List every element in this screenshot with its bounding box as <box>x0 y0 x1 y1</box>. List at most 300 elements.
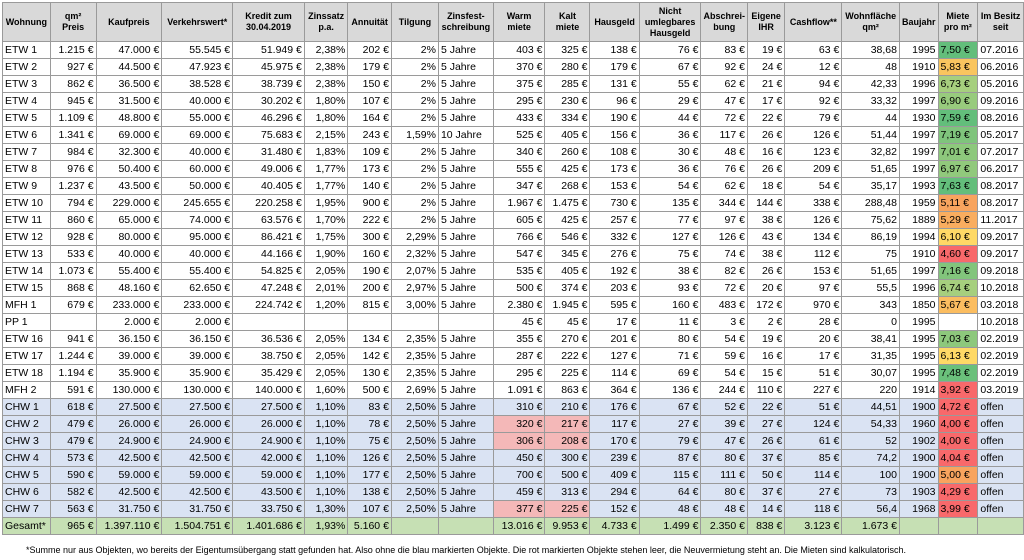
table-cell[interactable]: 15 € <box>747 365 784 382</box>
table-cell[interactable]: 43 € <box>747 229 784 246</box>
table-cell[interactable]: 43.500 € <box>233 484 305 501</box>
row-label-cell[interactable]: CHW 4 <box>3 450 51 467</box>
table-cell[interactable]: 134 € <box>785 229 842 246</box>
table-cell[interactable]: 115 € <box>639 467 701 484</box>
table-cell[interactable]: 5 Jahre <box>438 365 493 382</box>
table-cell[interactable]: 547 € <box>493 246 545 263</box>
table-cell[interactable]: 5 Jahre <box>438 484 493 501</box>
table-cell[interactable]: 1,70% <box>304 212 347 229</box>
table-cell[interactable]: 310 € <box>493 399 545 416</box>
table-cell[interactable]: 345 € <box>545 246 590 263</box>
table-cell[interactable]: 229.000 € <box>96 195 162 212</box>
table-cell[interactable]: 546 € <box>545 229 590 246</box>
table-cell[interactable] <box>233 314 305 331</box>
table-cell[interactable]: 75,62 <box>842 212 900 229</box>
table-cell[interactable]: 1.194 € <box>50 365 96 382</box>
table-cell[interactable]: 280 € <box>545 59 590 76</box>
table-cell[interactable]: 130.000 € <box>162 382 233 399</box>
table-cell[interactable]: 332 € <box>590 229 639 246</box>
table-cell[interactable]: 217 € <box>545 416 590 433</box>
table-cell[interactable]: 730 € <box>590 195 639 212</box>
table-cell[interactable]: 37 € <box>747 450 784 467</box>
table-cell[interactable]: 1900 <box>899 399 938 416</box>
table-cell[interactable]: 1,30% <box>304 501 347 518</box>
table-cell[interactable]: 09.2017 <box>978 246 1024 263</box>
table-cell[interactable]: 69.000 € <box>162 127 233 144</box>
table-cell[interactable]: 55.545 € <box>162 42 233 59</box>
table-cell[interactable]: 35,17 <box>842 178 900 195</box>
row-label-cell[interactable]: CHW 2 <box>3 416 51 433</box>
table-cell[interactable]: 117 € <box>701 127 748 144</box>
row-label-cell[interactable]: MFH 1 <box>3 297 51 314</box>
table-cell[interactable]: 2,69% <box>391 382 438 399</box>
table-cell[interactable]: 26.000 € <box>233 416 305 433</box>
table-cell[interactable]: 37 € <box>747 484 784 501</box>
table-cell[interactable]: 976 € <box>50 161 96 178</box>
table-cell[interactable]: 190 € <box>348 263 392 280</box>
table-cell[interactable]: 96 € <box>590 93 639 110</box>
table-cell[interactable]: 1,75% <box>304 229 347 246</box>
table-cell[interactable]: 107 € <box>348 501 392 518</box>
table-cell[interactable]: 1,93% <box>304 518 347 535</box>
table-cell[interactable]: 28 € <box>785 314 842 331</box>
table-cell[interactable]: 47 € <box>701 433 748 450</box>
table-cell[interactable]: 941 € <box>50 331 96 348</box>
table-cell[interactable]: 38 € <box>747 246 784 263</box>
table-cell[interactable]: 405 € <box>545 127 590 144</box>
table-cell[interactable] <box>391 518 438 535</box>
table-cell[interactable]: 150 € <box>348 76 392 93</box>
table-cell[interactable]: 1,59% <box>391 127 438 144</box>
table-cell[interactable]: 71 € <box>639 348 701 365</box>
table-cell[interactable]: 1,10% <box>304 484 347 501</box>
table-cell[interactable]: 364 € <box>590 382 639 399</box>
table-cell[interactable] <box>438 314 493 331</box>
table-cell[interactable]: 48.160 € <box>96 280 162 297</box>
table-cell[interactable]: 52 € <box>701 399 748 416</box>
table-cell[interactable]: 11 € <box>639 314 701 331</box>
table-cell[interactable]: 2,50% <box>391 416 438 433</box>
table-cell[interactable]: 2% <box>391 195 438 212</box>
table-cell[interactable]: 2,05% <box>304 331 347 348</box>
column-header[interactable]: Cashflow** <box>785 3 842 42</box>
table-cell[interactable]: 300 € <box>348 229 392 246</box>
table-cell[interactable]: 5 Jahre <box>438 42 493 59</box>
table-cell[interactable]: 02.2019 <box>978 365 1024 382</box>
table-cell[interactable]: 11.2017 <box>978 212 1024 229</box>
table-cell[interactable]: 126 € <box>785 127 842 144</box>
column-header[interactable]: Hausgeld <box>590 3 639 42</box>
table-cell[interactable]: 33,32 <box>842 93 900 110</box>
table-cell[interactable]: 24.900 € <box>162 433 233 450</box>
table-cell[interactable]: 5 Jahre <box>438 263 493 280</box>
table-cell[interactable] <box>304 314 347 331</box>
table-cell[interactable]: 5 Jahre <box>438 280 493 297</box>
table-cell[interactable]: 927 € <box>50 59 96 76</box>
table-cell[interactable]: 108 € <box>590 144 639 161</box>
row-label-cell[interactable]: ETW 4 <box>3 93 51 110</box>
table-cell[interactable]: 500 € <box>545 467 590 484</box>
table-cell[interactable]: 39.000 € <box>96 348 162 365</box>
table-cell[interactable]: 51 € <box>785 365 842 382</box>
table-cell[interactable]: 2,38% <box>304 59 347 76</box>
table-cell[interactable]: 30 € <box>639 144 701 161</box>
table-cell[interactable]: 22 € <box>747 110 784 127</box>
table-cell[interactable]: 31.500 € <box>96 93 162 110</box>
table-cell[interactable]: 63 € <box>785 42 842 59</box>
table-cell[interactable]: 50.000 € <box>162 178 233 195</box>
table-cell[interactable]: 03.2019 <box>978 382 1024 399</box>
rent-per-sqm-cell[interactable]: 4,72 € <box>938 399 978 416</box>
row-label-cell[interactable]: ETW 8 <box>3 161 51 178</box>
table-cell[interactable]: 51.949 € <box>233 42 305 59</box>
table-cell[interactable]: 55.400 € <box>96 263 162 280</box>
table-cell[interactable]: 136 € <box>639 382 701 399</box>
table-cell[interactable]: 35.429 € <box>233 365 305 382</box>
table-cell[interactable]: 5 Jahre <box>438 161 493 178</box>
rent-per-sqm-cell[interactable]: 4,00 € <box>938 433 978 450</box>
table-cell[interactable]: 1.499 € <box>639 518 701 535</box>
rent-per-sqm-cell[interactable]: 5,00 € <box>938 467 978 484</box>
table-cell[interactable]: 29 € <box>639 93 701 110</box>
column-header[interactable]: qm² Preis <box>50 3 96 42</box>
table-cell[interactable]: 0 <box>842 314 900 331</box>
table-cell[interactable]: 1,10% <box>304 467 347 484</box>
table-cell[interactable]: 405 € <box>545 263 590 280</box>
table-cell[interactable]: 2,35% <box>391 365 438 382</box>
table-cell[interactable]: 153 € <box>590 178 639 195</box>
table-cell[interactable]: 535 € <box>493 263 545 280</box>
table-cell[interactable]: 59.000 € <box>96 467 162 484</box>
rent-per-sqm-cell[interactable]: 4,00 € <box>938 416 978 433</box>
table-cell[interactable]: 2% <box>391 110 438 127</box>
table-cell[interactable]: 75 <box>842 246 900 263</box>
table-cell[interactable]: 1,60% <box>304 382 347 399</box>
table-cell[interactable]: 54 € <box>785 178 842 195</box>
table-cell[interactable]: 60.000 € <box>162 161 233 178</box>
table-cell[interactable]: 233.000 € <box>96 297 162 314</box>
table-cell[interactable]: 117 € <box>590 416 639 433</box>
rent-per-sqm-cell[interactable]: 3,99 € <box>938 501 978 518</box>
table-cell[interactable]: 1900 <box>899 467 938 484</box>
table-cell[interactable]: 94 € <box>785 76 842 93</box>
table-cell[interactable]: 38.750 € <box>233 348 305 365</box>
table-cell[interactable]: 40.000 € <box>162 144 233 161</box>
table-cell[interactable]: 928 € <box>50 229 96 246</box>
table-cell[interactable]: 409 € <box>590 467 639 484</box>
table-cell[interactable]: 73 <box>842 484 900 501</box>
table-cell[interactable]: 1,80% <box>304 93 347 110</box>
table-cell[interactable]: 02.2019 <box>978 331 1024 348</box>
table-cell[interactable]: 156 € <box>590 127 639 144</box>
table-cell[interactable]: 860 € <box>50 212 96 229</box>
table-cell[interactable]: 82 € <box>701 263 748 280</box>
table-cell[interactable]: 225 € <box>545 501 590 518</box>
table-cell[interactable]: 224.742 € <box>233 297 305 314</box>
table-cell[interactable]: 26 € <box>747 161 784 178</box>
table-cell[interactable]: 111 € <box>701 467 748 484</box>
table-cell[interactable]: 5 Jahre <box>438 229 493 246</box>
table-cell[interactable]: 36 € <box>639 161 701 178</box>
table-cell[interactable]: 85 € <box>785 450 842 467</box>
table-cell[interactable]: 67 € <box>639 59 701 76</box>
rent-per-sqm-cell[interactable]: 6,90 € <box>938 93 978 110</box>
table-cell[interactable]: 862 € <box>50 76 96 93</box>
table-cell[interactable]: 227 € <box>785 382 842 399</box>
row-label-cell[interactable]: ETW 5 <box>3 110 51 127</box>
table-cell[interactable]: 563 € <box>50 501 96 518</box>
table-cell[interactable]: 2,50% <box>391 484 438 501</box>
table-cell[interactable]: 87 € <box>639 450 701 467</box>
rent-per-sqm-cell[interactable]: 5,67 € <box>938 297 978 314</box>
table-cell[interactable]: 16 € <box>747 144 784 161</box>
column-header[interactable]: Verkehrswert* <box>162 3 233 42</box>
table-cell[interactable]: 500 € <box>348 382 392 399</box>
row-label-cell[interactable]: ETW 3 <box>3 76 51 93</box>
table-cell[interactable]: 1.109 € <box>50 110 96 127</box>
table-cell[interactable]: offen <box>978 501 1024 518</box>
table-cell[interactable]: 1968 <box>899 501 938 518</box>
table-cell[interactable]: 2,35% <box>391 348 438 365</box>
table-cell[interactable]: 5 Jahre <box>438 416 493 433</box>
table-cell[interactable]: 794 € <box>50 195 96 212</box>
table-cell[interactable]: 5 Jahre <box>438 212 493 229</box>
table-cell[interactable]: 300 € <box>545 450 590 467</box>
table-cell[interactable]: 21 € <box>747 76 784 93</box>
rent-per-sqm-cell[interactable]: 7,59 € <box>938 110 978 127</box>
rent-per-sqm-cell[interactable]: 5,11 € <box>938 195 978 212</box>
table-cell[interactable]: 5 Jahre <box>438 433 493 450</box>
row-label-cell[interactable]: ETW 12 <box>3 229 51 246</box>
table-cell[interactable] <box>438 518 493 535</box>
table-cell[interactable]: 295 € <box>493 93 545 110</box>
table-cell[interactable]: 3,00% <box>391 297 438 314</box>
table-cell[interactable]: 127 € <box>590 348 639 365</box>
table-cell[interactable]: 55,5 <box>842 280 900 297</box>
table-cell[interactable] <box>348 314 392 331</box>
table-cell[interactable]: 605 € <box>493 212 545 229</box>
table-cell[interactable]: 233.000 € <box>162 297 233 314</box>
column-header[interactable]: Annuität <box>348 3 392 42</box>
table-cell[interactable]: 78 € <box>348 416 392 433</box>
table-cell[interactable]: 1.673 € <box>842 518 900 535</box>
table-cell[interactable]: 77 € <box>639 212 701 229</box>
table-cell[interactable]: 27 € <box>747 416 784 433</box>
rent-per-sqm-cell[interactable]: 7,16 € <box>938 263 978 280</box>
table-cell[interactable]: 92 € <box>785 93 842 110</box>
table-cell[interactable]: 306 € <box>493 433 545 450</box>
table-cell[interactable]: offen <box>978 416 1024 433</box>
table-cell[interactable]: 450 € <box>493 450 545 467</box>
table-cell[interactable]: 38.528 € <box>162 76 233 93</box>
table-cell[interactable]: 114 € <box>785 467 842 484</box>
table-cell[interactable]: 24 € <box>747 59 784 76</box>
table-cell[interactable]: 5 Jahre <box>438 76 493 93</box>
table-cell[interactable]: 59.000 € <box>162 467 233 484</box>
rent-per-sqm-cell[interactable]: 6,97 € <box>938 161 978 178</box>
table-cell[interactable]: 48 € <box>701 144 748 161</box>
table-cell[interactable]: 1910 <box>899 59 938 76</box>
table-cell[interactable]: 09.2017 <box>978 229 1024 246</box>
table-cell[interactable]: 1,95% <box>304 195 347 212</box>
table-cell[interactable]: 1,90% <box>304 246 347 263</box>
table-cell[interactable]: 1.244 € <box>50 348 96 365</box>
table-cell[interactable]: 75.683 € <box>233 127 305 144</box>
table-cell[interactable]: 12 € <box>785 59 842 76</box>
row-label-cell[interactable]: ETW 16 <box>3 331 51 348</box>
table-cell[interactable]: 1,10% <box>304 433 347 450</box>
table-cell[interactable]: 83 € <box>701 42 748 59</box>
table-cell[interactable]: 2.000 € <box>162 314 233 331</box>
table-cell[interactable]: 5 Jahre <box>438 144 493 161</box>
table-cell[interactable]: 123 € <box>785 144 842 161</box>
table-cell[interactable]: 27.500 € <box>233 399 305 416</box>
table-cell[interactable]: 1,77% <box>304 178 347 195</box>
table-cell[interactable]: 10 Jahre <box>438 127 493 144</box>
table-cell[interactable]: 62.650 € <box>162 280 233 297</box>
table-cell[interactable]: 2.000 € <box>96 314 162 331</box>
table-cell[interactable]: 2% <box>391 161 438 178</box>
table-cell[interactable]: 2% <box>391 76 438 93</box>
table-cell[interactable]: 1959 <box>899 195 938 212</box>
rent-per-sqm-cell[interactable]: 5,83 € <box>938 59 978 76</box>
table-cell[interactable] <box>938 518 978 535</box>
table-cell[interactable]: 55 € <box>639 76 701 93</box>
table-cell[interactable]: 201 € <box>590 331 639 348</box>
table-cell[interactable]: 32,82 <box>842 144 900 161</box>
table-cell[interactable]: 2,29% <box>391 229 438 246</box>
table-cell[interactable]: 2,38% <box>304 42 347 59</box>
table-cell[interactable]: 1994 <box>899 229 938 246</box>
table-cell[interactable]: 135 € <box>639 195 701 212</box>
table-cell[interactable]: 209 € <box>785 161 842 178</box>
table-cell[interactable]: 83 € <box>348 399 392 416</box>
table-cell[interactable]: 36.150 € <box>162 331 233 348</box>
table-cell[interactable]: 160 € <box>639 297 701 314</box>
table-cell[interactable]: 36 € <box>639 127 701 144</box>
table-cell[interactable]: 35.900 € <box>162 365 233 382</box>
table-cell[interactable]: 2% <box>391 59 438 76</box>
table-cell[interactable]: 1997 <box>899 161 938 178</box>
table-cell[interactable]: 533 € <box>50 246 96 263</box>
table-cell[interactable]: 22 € <box>747 399 784 416</box>
table-cell[interactable]: 97 € <box>785 280 842 297</box>
table-cell[interactable]: 1,77% <box>304 161 347 178</box>
table-cell[interactable]: 838 € <box>747 518 784 535</box>
table-cell[interactable]: offen <box>978 484 1024 501</box>
table-cell[interactable]: 700 € <box>493 467 545 484</box>
table-cell[interactable]: 02.2019 <box>978 348 1024 365</box>
row-label-cell[interactable]: ETW 1 <box>3 42 51 59</box>
table-cell[interactable]: 173 € <box>348 161 392 178</box>
rent-per-sqm-cell[interactable]: 6,73 € <box>938 76 978 93</box>
table-cell[interactable]: 591 € <box>50 382 96 399</box>
table-cell[interactable]: 243 € <box>348 127 392 144</box>
table-cell[interactable]: 203 € <box>590 280 639 297</box>
table-cell[interactable]: 95.000 € <box>162 229 233 246</box>
row-label-cell[interactable]: ETW 17 <box>3 348 51 365</box>
table-cell[interactable]: 2.350 € <box>701 518 748 535</box>
table-cell[interactable]: 270 € <box>545 331 590 348</box>
table-cell[interactable]: 190 € <box>590 110 639 127</box>
table-cell[interactable]: 260 € <box>545 144 590 161</box>
table-cell[interactable]: 868 € <box>50 280 96 297</box>
table-cell[interactable]: 347 € <box>493 178 545 195</box>
row-label-cell[interactable]: ETW 6 <box>3 127 51 144</box>
row-label-cell[interactable]: Gesamt* <box>3 518 51 535</box>
table-cell[interactable]: 766 € <box>493 229 545 246</box>
table-cell[interactable]: 69.000 € <box>96 127 162 144</box>
row-label-cell[interactable]: CHW 6 <box>3 484 51 501</box>
table-cell[interactable]: 220 <box>842 382 900 399</box>
table-cell[interactable]: 31.750 € <box>162 501 233 518</box>
table-cell[interactable]: 334 € <box>545 110 590 127</box>
table-cell[interactable]: 06.2016 <box>978 59 1024 76</box>
column-header[interactable]: Im Besitz seit <box>978 3 1024 42</box>
column-header[interactable]: Eigene IHR <box>747 3 784 42</box>
table-cell[interactable]: 47.000 € <box>96 42 162 59</box>
table-cell[interactable]: 134 € <box>348 331 392 348</box>
table-cell[interactable]: 945 € <box>50 93 96 110</box>
table-cell[interactable]: 5 Jahre <box>438 246 493 263</box>
table-cell[interactable]: offen <box>978 433 1024 450</box>
table-cell[interactable]: 1902 <box>899 433 938 450</box>
table-cell[interactable]: 225 € <box>545 365 590 382</box>
table-cell[interactable]: 54 € <box>639 178 701 195</box>
table-cell[interactable]: 2,50% <box>391 501 438 518</box>
table-cell[interactable]: 1997 <box>899 263 938 280</box>
row-label-cell[interactable]: CHW 7 <box>3 501 51 518</box>
rent-per-sqm-cell[interactable]: 3,92 € <box>938 382 978 399</box>
table-cell[interactable]: 07.2016 <box>978 42 1024 59</box>
table-cell[interactable]: 2,97% <box>391 280 438 297</box>
table-cell[interactable]: 55.000 € <box>162 110 233 127</box>
table-cell[interactable]: 1.967 € <box>493 195 545 212</box>
column-header[interactable]: Miete pro m² <box>938 3 978 42</box>
table-cell[interactable]: 2% <box>391 144 438 161</box>
table-cell[interactable]: 2.380 € <box>493 297 545 314</box>
table-cell[interactable]: 44 <box>842 110 900 127</box>
table-cell[interactable]: 425 € <box>545 161 590 178</box>
row-label-cell[interactable]: CHW 3 <box>3 433 51 450</box>
table-cell[interactable]: 40.000 € <box>162 246 233 263</box>
table-cell[interactable]: 403 € <box>493 42 545 59</box>
table-cell[interactable]: 343 <box>842 297 900 314</box>
table-cell[interactable]: 344 € <box>701 195 748 212</box>
table-cell[interactable]: 863 € <box>545 382 590 399</box>
table-cell[interactable]: 17 € <box>785 348 842 365</box>
table-cell[interactable]: 74,2 <box>842 450 900 467</box>
table-cell[interactable]: 27 € <box>785 484 842 501</box>
table-cell[interactable]: 18 € <box>747 178 784 195</box>
table-cell[interactable]: 56,4 <box>842 501 900 518</box>
table-cell[interactable]: 5 Jahre <box>438 93 493 110</box>
table-cell[interactable]: 35.900 € <box>96 365 162 382</box>
table-cell[interactable]: 48 <box>842 59 900 76</box>
table-cell[interactable]: 1.401.686 € <box>233 518 305 535</box>
table-cell[interactable]: 19 € <box>747 331 784 348</box>
table-cell[interactable]: 20 € <box>747 280 784 297</box>
row-label-cell[interactable]: ETW 11 <box>3 212 51 229</box>
table-cell[interactable] <box>938 314 978 331</box>
table-cell[interactable]: 338 € <box>785 195 842 212</box>
table-cell[interactable]: 1.341 € <box>50 127 96 144</box>
table-cell[interactable]: 48 € <box>639 501 701 518</box>
table-cell[interactable]: 2,50% <box>391 467 438 484</box>
table-cell[interactable]: 05.2016 <box>978 76 1024 93</box>
table-cell[interactable]: 47.248 € <box>233 280 305 297</box>
table-cell[interactable]: 220.258 € <box>233 195 305 212</box>
